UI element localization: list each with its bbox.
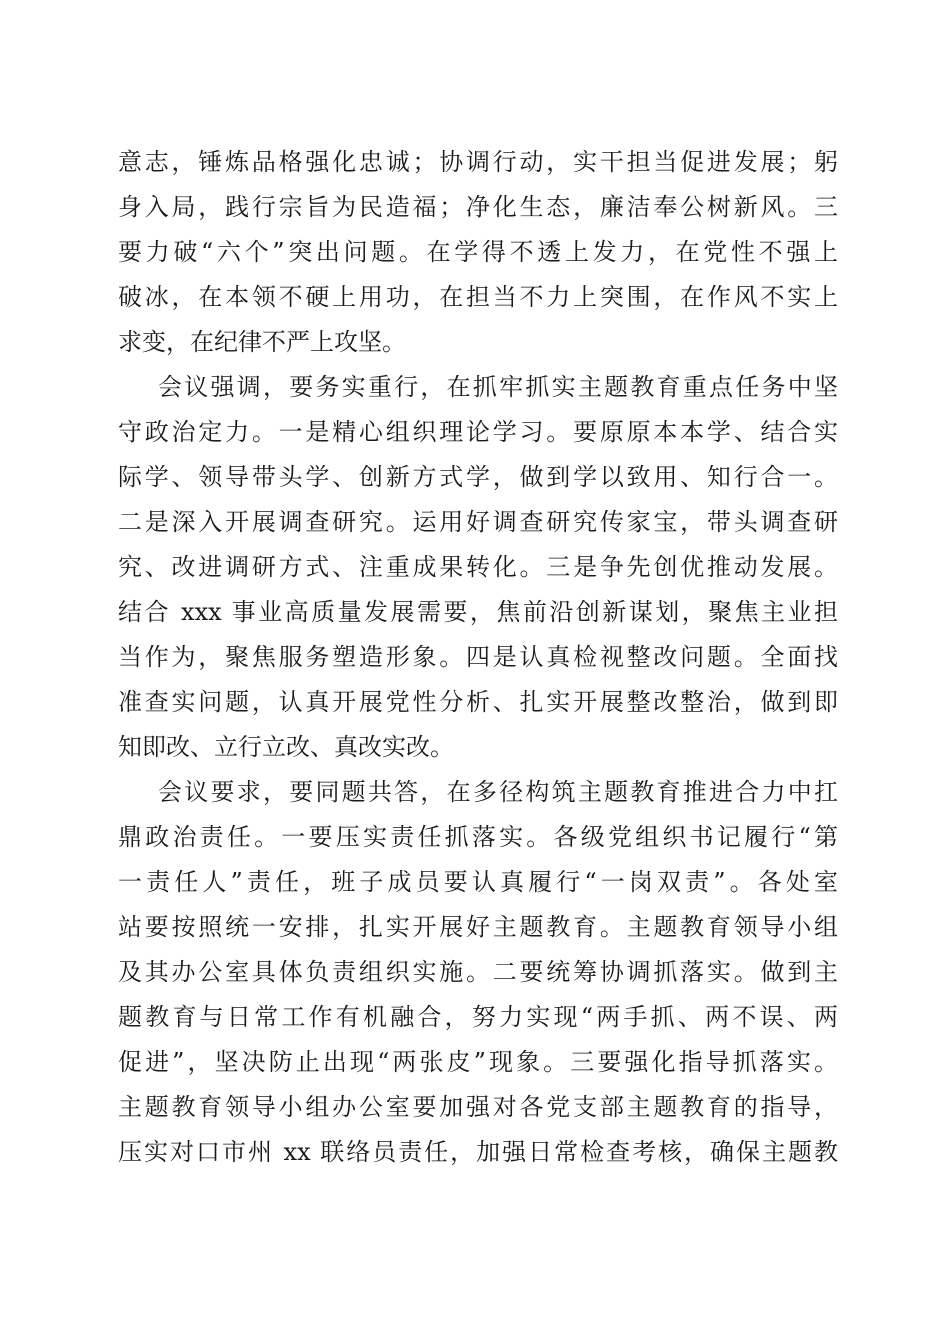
- text-line: 鼎政治责任。一要压实责任抓落实。各级党组织书记履行“第: [118, 823, 838, 851]
- text-line: 站要按照统一安排，扎实开展好主题教育。主题教育领导小组: [118, 913, 838, 941]
- text-line: 要力破“六个”突出问题。在学得不透上发力，在党性不强上: [118, 238, 838, 266]
- text-line: 际学、领导带头学、创新方式学，做到学以致用、知行合一。: [118, 463, 838, 491]
- text-line: 主题教育领导小组办公室要加强对各党支部主题教育的指导，: [118, 1093, 838, 1121]
- text-line: 意志，锤炼品格强化忠诚；协调行动，实干担当促进发展；躬: [118, 148, 838, 176]
- text-line: 知即改、立行立改、真改实改。: [118, 733, 454, 761]
- text-line: 结合 xxx 事业高质量发展需要，焦前沿创新谋划，聚焦主业担: [118, 598, 838, 626]
- text-line: 会议强调，要务实重行，在抓牢抓实主题教育重点任务中坚: [158, 373, 838, 401]
- text-line: 压实对口市州 xx 联络员责任，加强日常检查考核，确保主题教: [118, 1138, 838, 1166]
- text-line: 准查实问题，认真开展党性分析、扎实开展整改整治，做到即: [118, 688, 838, 716]
- text-line: 身入局，践行宗旨为民造福；净化生态，廉洁奉公树新风。三: [118, 193, 838, 221]
- text-line: 及其办公室具体负责组织实施。二要统筹协调抓落实。做到主: [118, 958, 838, 986]
- text-line: 破冰，在本领不硬上用功，在担当不力上突围，在作风不实上: [118, 283, 838, 311]
- text-line: 会议要求，要同题共答，在多径构筑主题教育推进合力中扛: [158, 778, 838, 806]
- text-line: 守政治定力。一是精心组织理论学习。要原原本本学、结合实: [118, 418, 838, 446]
- text-line: 究、改进调研方式、注重成果转化。三是争先创优推动发展。: [118, 553, 838, 581]
- text-line: 题教育与日常工作有机融合，努力实现“两手抓、两不误、两: [118, 1003, 838, 1031]
- text-line: 一责任人”责任，班子成员要认真履行“一岗双责”。各处室: [118, 868, 838, 896]
- text-line: 当作为，聚焦服务塑造形象。四是认真检视整改问题。全面找: [118, 643, 838, 671]
- text-line: 促进”，坚决防止出现“两张皮”现象。三要强化指导抓落实。: [118, 1048, 838, 1076]
- text-line: 求变，在纪律不严上攻坚。: [118, 328, 406, 356]
- text-line: 二是深入开展调查研究。运用好调查研究传家宝，带头调查研: [118, 508, 838, 536]
